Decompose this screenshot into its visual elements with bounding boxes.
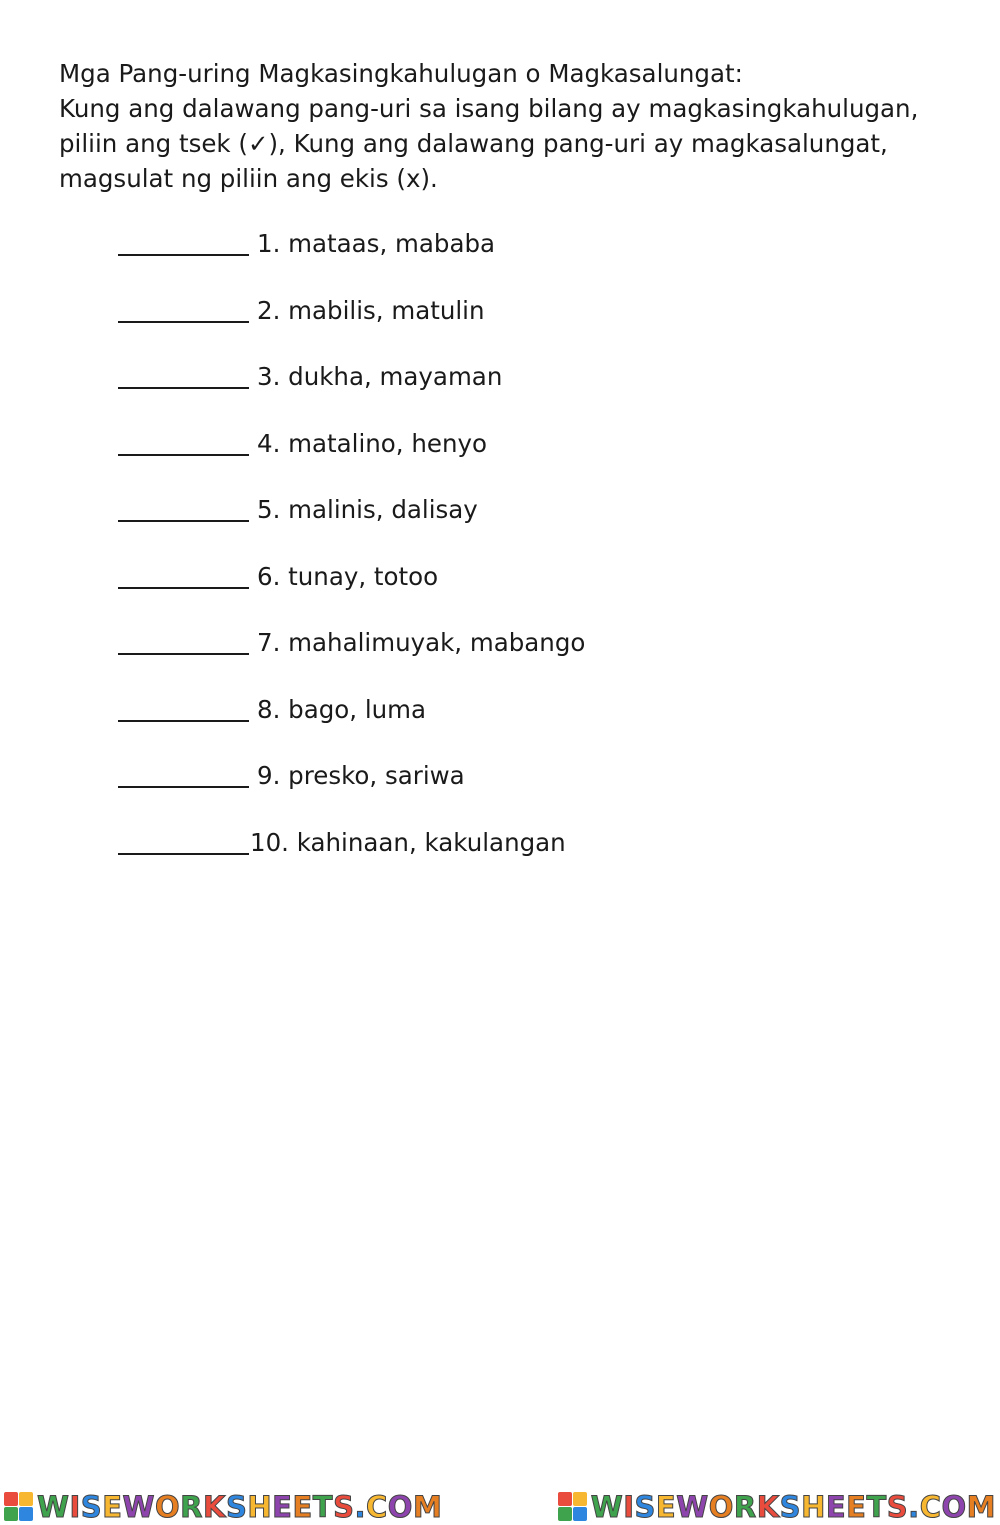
brand-letter: S — [225, 1489, 248, 1524]
question-item — [118, 821, 585, 888]
brand-letter: R — [180, 1489, 203, 1524]
question-item — [118, 289, 585, 356]
brand-letter: S — [80, 1489, 103, 1524]
brand-letter: S — [634, 1489, 656, 1524]
brand-letter: H — [801, 1489, 826, 1524]
answer-blank[interactable] — [118, 621, 249, 655]
question-item — [118, 488, 585, 555]
brand-letter: . — [354, 1489, 366, 1524]
brand-letter: E — [655, 1489, 677, 1524]
brand-letter: E — [292, 1489, 313, 1524]
brand-name — [37, 1490, 442, 1524]
brand-letter: T — [866, 1489, 887, 1524]
question-text: 3. dukha, mayaman — [257, 362, 503, 391]
answer-blank[interactable] — [118, 821, 249, 855]
question-item — [118, 222, 585, 289]
question-text: 4. matalino, henyo — [257, 428, 487, 458]
question-text: 9. presko, sariwa — [257, 761, 465, 790]
brand-letter: . — [908, 1489, 920, 1524]
brand-letter: O — [155, 1489, 181, 1524]
instruction-line: Kung ang dalawang pang-uri sa isang bilang ay magkasingkahulugan, — [59, 94, 919, 123]
brand-letter: E — [102, 1489, 123, 1524]
brand-letter: K — [203, 1489, 226, 1524]
answer-blank[interactable] — [118, 754, 249, 788]
brand-letter: S — [886, 1489, 909, 1524]
question-text: 1. mataas, mababa — [257, 229, 496, 258]
brand-letter: I — [69, 1489, 81, 1524]
answer-blank[interactable] — [118, 688, 249, 722]
brand-letter: O — [941, 1489, 967, 1524]
logo-tile — [19, 1492, 33, 1506]
brand-letter: W — [122, 1489, 155, 1524]
answer-blank[interactable] — [118, 422, 249, 456]
brand-letter: M — [412, 1489, 443, 1524]
brand-letter: O — [708, 1489, 734, 1524]
answer-blank[interactable] — [118, 355, 249, 389]
brand-letter: C — [919, 1489, 942, 1524]
logo-tile — [558, 1507, 572, 1521]
logo-tile — [558, 1492, 572, 1506]
question-text: 5. malinis, dalisay — [257, 495, 478, 524]
brand-logo-icon — [558, 1492, 587, 1521]
answer-blank[interactable] — [118, 222, 249, 256]
brand-letter: T — [312, 1489, 334, 1524]
logo-tile — [573, 1507, 587, 1521]
question-text: 10. kahinaan, kakulangan — [250, 827, 566, 857]
instruction-line: piliin ang tsek (✓), Kung ang dalawang pang-uri ay magkasalungat, — [59, 129, 888, 158]
worksheet-title: Mga Pang-uring Magkasingkahulugan o Magkasalungat: — [59, 59, 743, 88]
answer-blank[interactable] — [118, 555, 249, 589]
brand-letter: H — [247, 1489, 273, 1524]
brand-letter: E — [272, 1489, 293, 1524]
brand-letter: S — [333, 1489, 355, 1524]
brand-letter: S — [779, 1489, 802, 1524]
brand-letter: W — [37, 1489, 70, 1524]
question-item — [118, 754, 585, 821]
question-text: 6. tunay, totoo — [257, 561, 439, 591]
answer-blank[interactable] — [118, 488, 249, 522]
logo-tile — [4, 1507, 18, 1521]
brand-letter: E — [825, 1489, 847, 1524]
brand-letter: E — [846, 1489, 867, 1524]
question-item — [118, 422, 585, 489]
question-item — [118, 355, 585, 422]
question-text: 2. mabilis, matulin — [257, 295, 485, 325]
brand-letter: C — [366, 1489, 388, 1524]
instructions — [59, 56, 959, 196]
brand-letter: M — [966, 1489, 996, 1524]
instruction-line: magsulat ng piliin ang ekis (x). — [59, 164, 438, 193]
brand-watermark — [4, 1490, 442, 1524]
logo-tile — [19, 1507, 33, 1521]
brand-letter: R — [733, 1489, 757, 1524]
brand-name — [591, 1490, 996, 1524]
brand-letter: W — [590, 1489, 624, 1524]
question-item — [118, 555, 585, 622]
brand-letter: I — [623, 1489, 635, 1524]
brand-letter: W — [676, 1489, 709, 1524]
question-text: 7. mahalimuyak, mabango — [257, 628, 586, 657]
brand-logo-icon — [4, 1492, 33, 1521]
brand-watermark — [558, 1490, 996, 1524]
answer-blank[interactable] — [118, 289, 249, 323]
question-item — [118, 688, 585, 755]
brand-letter: O — [387, 1489, 413, 1524]
logo-tile — [573, 1492, 587, 1506]
brand-letter: K — [756, 1489, 780, 1524]
question-text: 8. bago, luma — [257, 694, 427, 724]
logo-tile — [4, 1492, 18, 1506]
question-list — [118, 222, 585, 887]
question-item — [118, 621, 585, 688]
footer-watermark — [0, 1488, 1000, 1525]
